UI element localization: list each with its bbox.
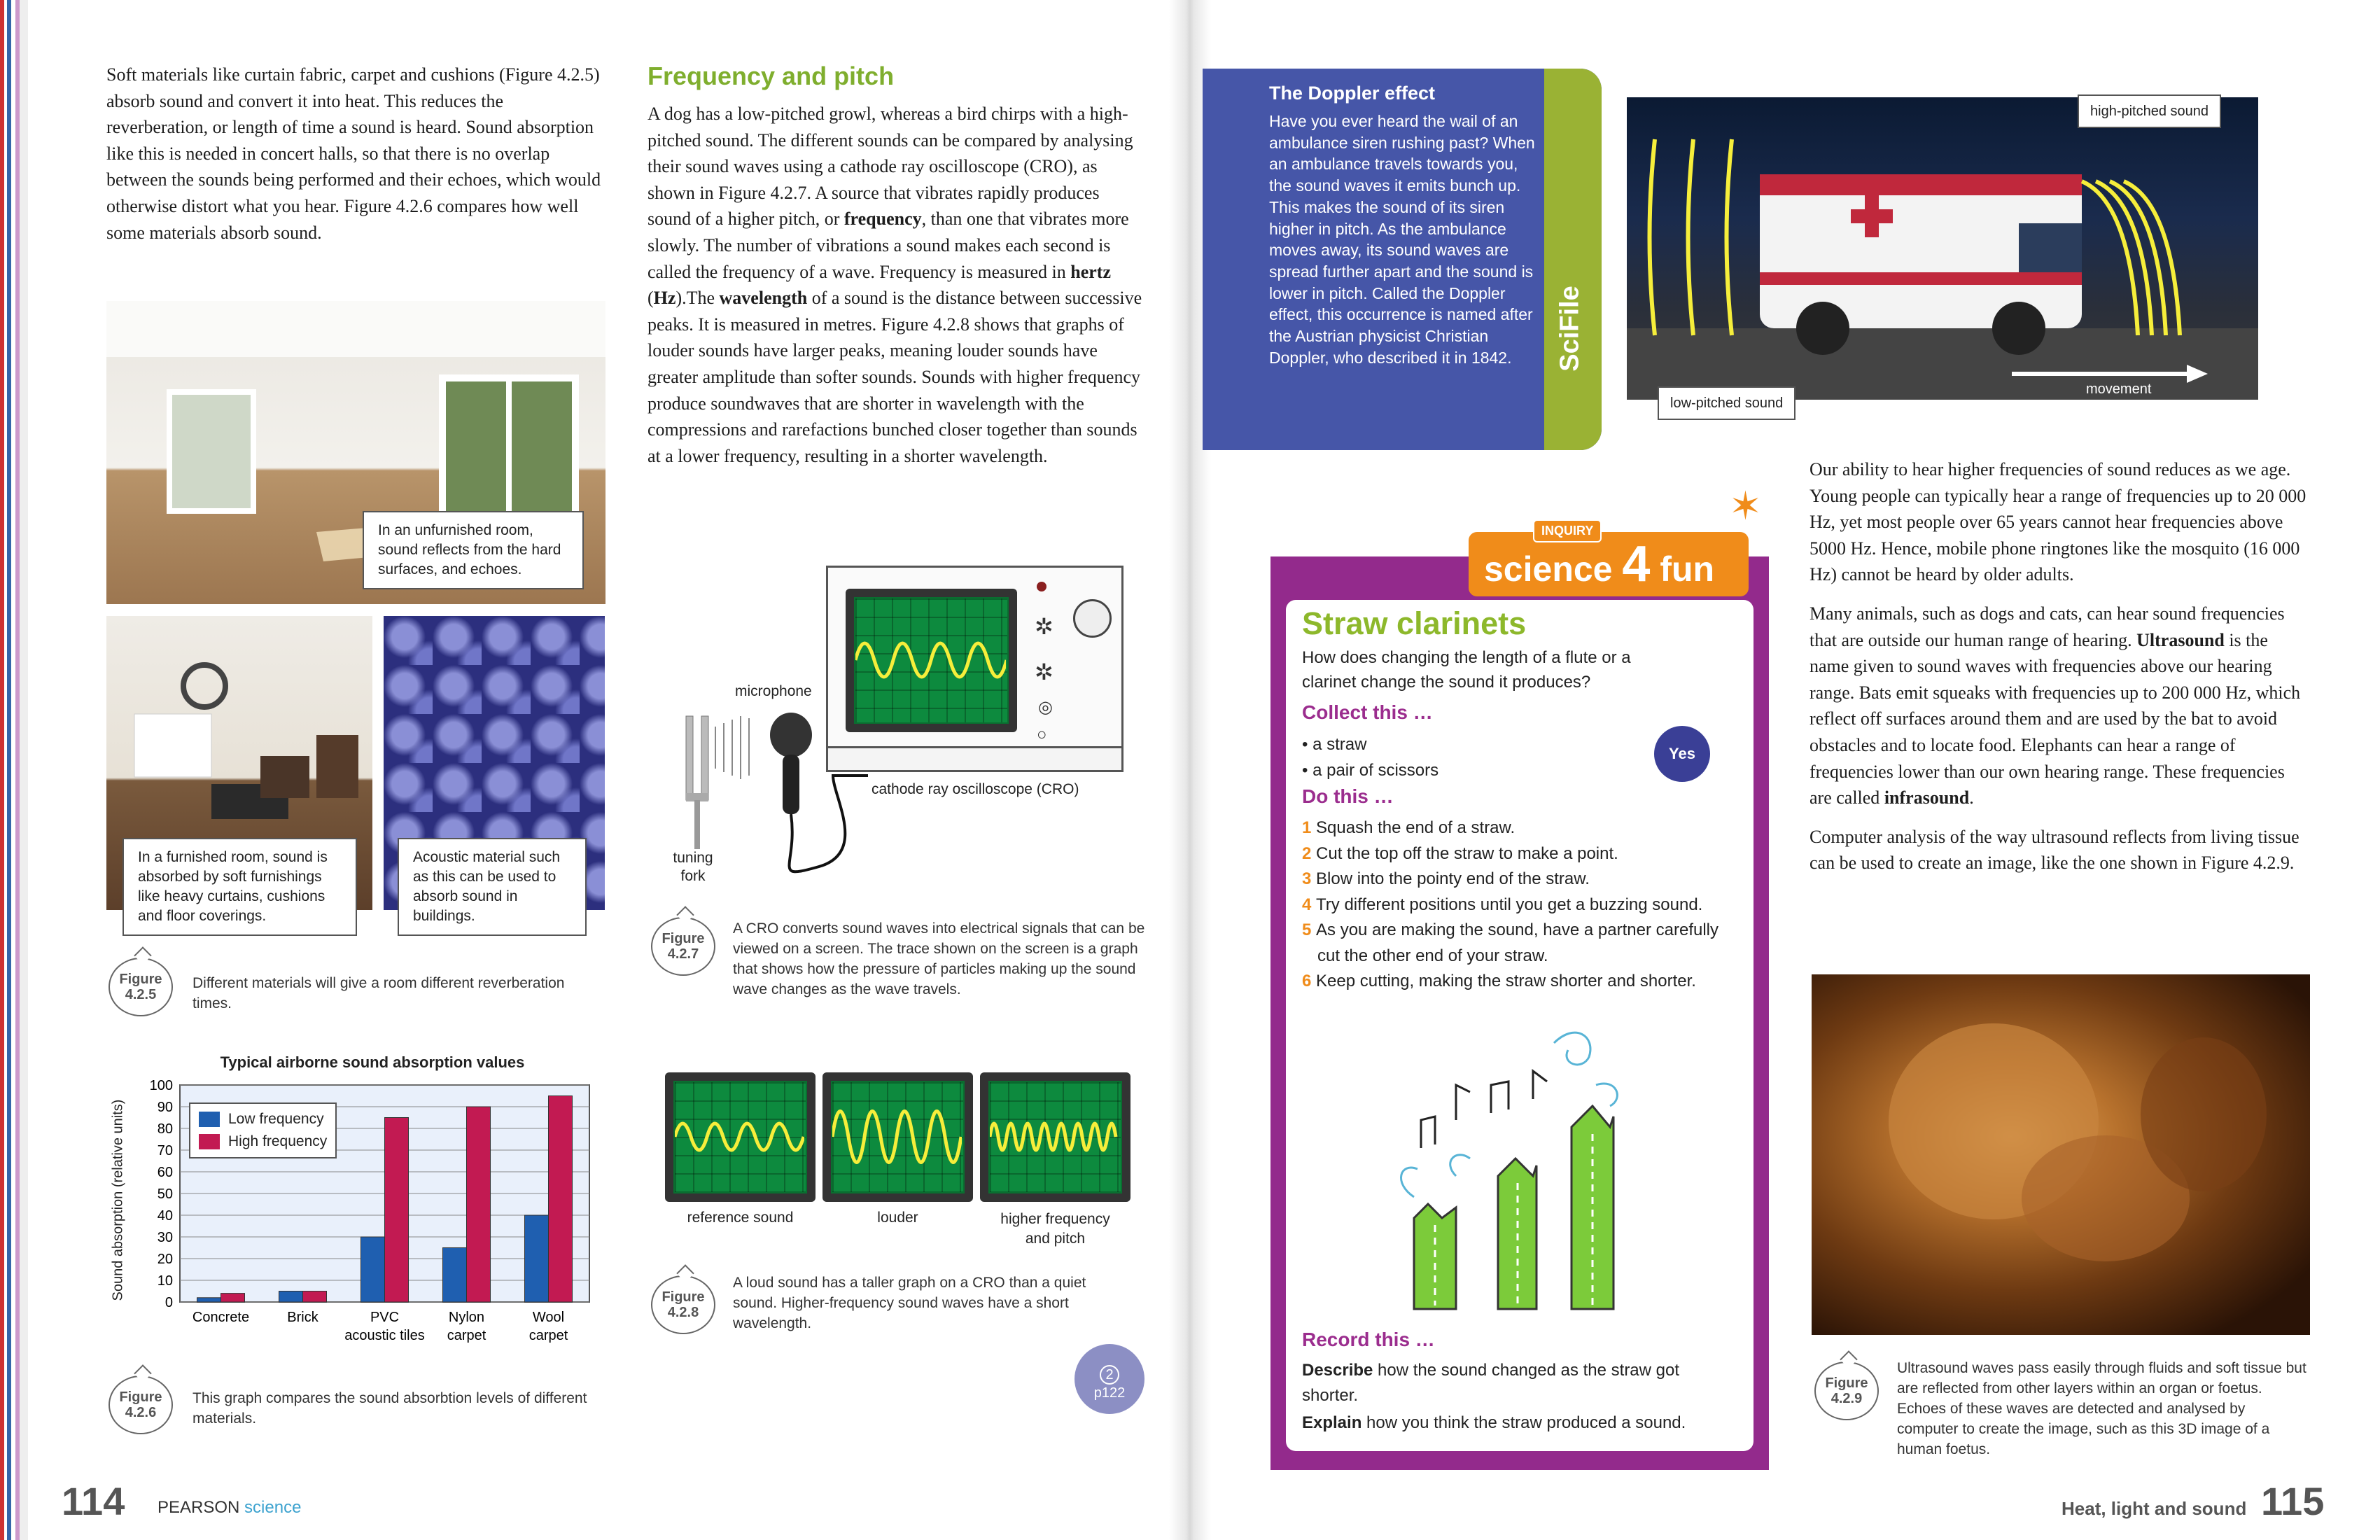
microphone-cable (790, 776, 869, 872)
hearing-paragraph-3: Computer analysis of the way ultrasound reflects from living tissue can be used to create an image, like the one shown in Figure 4.2.9. (1809, 826, 2300, 874)
cro-diagram (658, 566, 1148, 895)
x-tick-label: Brick (287, 1310, 318, 1325)
chart-plot (106, 1054, 596, 1354)
figure-word: Figure (119, 1390, 162, 1405)
footer-chapter-title: Heat, light and sound (2062, 1498, 2247, 1519)
y-tick-label: 50 (157, 1186, 173, 1202)
figure-caption-426: This graph compares the sound absorbtion levels of different materials. (192, 1390, 587, 1427)
x-tick-label: carpet (447, 1328, 486, 1343)
bar-low-frequency (361, 1237, 385, 1302)
figure-word: Figure (662, 1289, 705, 1305)
page-ref-number: 2 (1100, 1365, 1119, 1385)
ultrasound-foetus-photo (1812, 974, 2310, 1335)
cro-dial-1: ✲ (1035, 614, 1054, 639)
figure-word: Figure (119, 972, 162, 987)
page-ref-page: p122 (1093, 1385, 1126, 1401)
figure-badge-429 (1814, 1362, 1879, 1420)
bar-low-frequency (197, 1298, 221, 1302)
step-number: 4 (1302, 895, 1317, 914)
y-tick-label: 60 (157, 1165, 173, 1180)
y-tick-label: 100 (149, 1078, 173, 1093)
scifile-title: The Doppler effect (1269, 83, 1436, 104)
bar-high-frequency (385, 1118, 409, 1303)
page-ref-flask-icon[interactable] (1074, 1344, 1144, 1414)
figure-number: 4.2.7 (667, 946, 699, 962)
tuning-fork (686, 716, 708, 849)
x-tick-label: Wool (532, 1310, 565, 1325)
figure-caption-429: Ultrasound waves pass easily through fluids and soft tissue but are reflected from other layers within an organ or foetus. Echoes of these waves are detected and analysed by computer to create the image, such as this 3D image of a human foetus. (1897, 1360, 2306, 1457)
callout-acoustic: Acoustic material such as this can be used to absorb sound in buildings. (398, 838, 587, 936)
x-tick-label: carpet (528, 1328, 568, 1343)
scifile-box (1203, 69, 1602, 450)
callout-low-pitched: low-pitched sound (1658, 386, 1795, 420)
page-number-right: 115 (2261, 1479, 2325, 1523)
step-number: 6 (1302, 972, 1317, 990)
sound-lines (715, 716, 749, 779)
hearing-paragraph-2: Many animals, such as dogs and cats, can hear sound frequencies that are outside our human range of hearing. Ultrasound is the name given to sound waves with frequencies above our hearing range. Bats emit squeaks with frequencies up to 200 000 Hz, which reflect off surfaces around them and are used by the bat to avoid obstacles and to locate food. Elephants can hear a range of frequencies lower than our own hearing range. These frequencies are called infrasound. (1809, 603, 2301, 808)
s4f-fun: fun (1660, 550, 1715, 589)
chart-legend (189, 1102, 337, 1158)
brand-science: science (244, 1498, 302, 1517)
s4f-banner (1469, 532, 1749, 596)
collect-item-text: a pair of scissors (1312, 761, 1439, 780)
spark-icon: ✶ (1729, 484, 1762, 528)
step-item (1302, 969, 1736, 995)
y-tick-label: 0 (164, 1295, 173, 1310)
y-tick-label: 80 (157, 1121, 173, 1137)
step-text: As you are making the sound, have a partner carefully cut the other end of your straw. (1316, 920, 1719, 965)
figure-number: 4.2.5 (125, 987, 157, 1002)
legend-swatch-high (199, 1134, 220, 1149)
cro-dial-4: ○ (1037, 725, 1047, 744)
wave-screen-reference (665, 1072, 816, 1202)
legend-label-low: Low frequency (228, 1111, 324, 1127)
y-tick-label: 90 (157, 1100, 173, 1115)
collect-item-text: a straw (1312, 735, 1367, 754)
callout-furnished: In a furnished room, sound is absorbed by soft furnishings like heavy curtains, cushions and floor coverings. (122, 838, 357, 936)
movement-label: movement (2086, 382, 2152, 397)
figure-number: 4.2.8 (667, 1305, 699, 1320)
low-pitch-waves (1650, 139, 1732, 335)
straw-medium (1498, 1158, 1536, 1309)
step-item (1302, 867, 1736, 892)
x-tick-label: Concrete (192, 1310, 250, 1325)
bar-high-frequency (221, 1294, 245, 1302)
figure-number: 4.2.9 (1830, 1391, 1863, 1406)
figure-caption-425: Different materials will give a room different reverberation times. (192, 975, 565, 1011)
wave-label-louder: louder (877, 1210, 918, 1226)
legend-label-high: High frequency (228, 1133, 328, 1149)
step-number: 5 (1302, 920, 1317, 939)
step-text: Blow into the pointy end of the straw. (1316, 869, 1590, 888)
step-text: Cut the top off the straw to make a point. (1316, 844, 1618, 863)
legend-item-low (199, 1108, 327, 1130)
x-tick-label: PVC (370, 1310, 400, 1325)
bar-high-frequency (303, 1292, 327, 1303)
wave-screen-louder (822, 1072, 973, 1202)
left-edge-stripes (0, 0, 28, 1540)
chart-title: Typical airborne sound absorption values (220, 1054, 525, 1071)
activity-question: How does changing the length of a flute or a clarinet change the sound it produces? (1302, 648, 1631, 692)
record-describe (1302, 1358, 1736, 1408)
describe-label: Describe (1302, 1361, 1373, 1380)
yes-tag: Yes (1654, 726, 1710, 782)
step-text: Keep cutting, making the straw shorter and shorter. (1316, 972, 1696, 990)
step-number: 3 (1302, 869, 1317, 888)
describe-text: how the sound changed as the straw got shorter. (1302, 1361, 1680, 1405)
music-notes (1421, 1071, 1547, 1148)
activity-title: Straw clarinets (1302, 606, 1527, 641)
frequency-paragraph: A dog has a low-pitched growl, whereas a bird chirps with a high-pitched sound. The different sounds can be compared by analysing their sound waves using a cathode ray oscilloscope (CRO), as shown in Figure 4.2.7. A source that vibrates rapidly produces sound of a higher pitch, or frequency, than one that vibrates more slowly. The number of vibrations a sound makes each second is called the frequency of a wave. Frequency is measured in hertz (Hz).The wavelength of a sound is the distance between successive peaks. It is measured in metres. Figure 4.2.8 shows that graphs of louder sounds have larger peaks, meaning louder sounds have greater amplitude than softer sounds. Sounds with higher frequency produce soundwaves that are shorter in wavelength with the compressions and rarefactions bunched closer together than sounds at a lower frequency, resulting in a shorter wavelength. (648, 104, 1142, 466)
record-explain (1302, 1410, 1736, 1436)
steps-list (1302, 816, 1736, 995)
callout-high-pitched: high-pitched sound (2078, 94, 2221, 128)
page-number-left: 114 (62, 1479, 125, 1523)
bar-low-frequency (279, 1292, 303, 1303)
legend-swatch-low (199, 1112, 220, 1127)
record-heading: Record this … (1302, 1329, 1435, 1350)
explain-label: Explain (1302, 1413, 1362, 1432)
bar-low-frequency (443, 1248, 467, 1303)
cro-dial-2: ✲ (1035, 659, 1054, 685)
step-number: 2 (1302, 844, 1317, 863)
scifile-text: Have you ever heard the wail of an ambulance siren rushing past? When an ambulance travels towards you, the sound waves it emits bunch up. This makes the sound of its siren higher in pitch. As the ambulance moves away, its sound waves are spread further apart and the sound is lower in pitch. Called the Doppler effect, this occurrence is named after the Austrian physicist Christian Doppler, who described it in 1842. (1269, 112, 1535, 367)
brand-pearson: PEARSON (158, 1498, 240, 1517)
cro-dial-3: ◎ (1038, 698, 1053, 717)
figure-badge-428 (651, 1275, 715, 1334)
section-heading-frequency: Frequency and pitch (648, 62, 895, 90)
s4f-science: science (1484, 550, 1613, 589)
explain-text: how you think the straw produced a sound. (1362, 1413, 1686, 1432)
figure-badge-427 (651, 917, 715, 976)
inquiry-badge: INQUIRY (1533, 519, 1602, 542)
scifile-tab-label: SciFile (1555, 286, 1585, 372)
wave-screen-higher-frequency (980, 1072, 1130, 1202)
y-tick-label: 10 (157, 1273, 173, 1289)
intro-paragraph: Soft materials like curtain fabric, carpet and cushions (Figure 4.2.5) absorb sound and convert it into heat. This reduces the reverberation, or length of time a sound is heard. Sound absorption like this is needed in concert halls, so that there is no overlap between the sounds being performed and their echoes, which would otherwise distort what you hear. Figure 4.2.6 compares how well some materials absorb sound. (106, 64, 601, 243)
footer-brand (158, 1498, 301, 1518)
bar-high-frequency (467, 1107, 491, 1302)
step-item (1302, 816, 1736, 841)
y-tick-label: 30 (157, 1230, 173, 1245)
figure-caption-428: A loud sound has a taller graph on a CRO than a quiet sound. Higher-frequency sound waves have a short wavelength. (733, 1275, 1086, 1331)
collect-heading: Collect this … (1302, 701, 1433, 723)
s4f-number: 4 (1622, 536, 1651, 592)
figure-badge-425 (108, 958, 173, 1016)
collect-item: • a pair of scissors (1302, 761, 1439, 780)
step-item (1302, 841, 1736, 867)
step-text: Squash the end of a straw. (1316, 818, 1516, 837)
x-tick-label: Nylon (448, 1310, 485, 1325)
x-tick-label: acoustic tiles (344, 1328, 425, 1343)
collect-item: • a straw (1302, 735, 1367, 754)
hearing-column (1809, 456, 2310, 889)
straws-illustration (1386, 1015, 1680, 1316)
absorption-chart (106, 1054, 596, 1354)
y-tick-label: 20 (157, 1252, 173, 1267)
figure-caption-427: A CRO converts sound waves into electrical signals that can be viewed on a screen. The trace shown on the screen is a graph that shows how the pressure of particles making up the sound wave changes as the wave travels. (733, 920, 1145, 997)
collect-list (1302, 732, 1582, 783)
hearing-paragraph-1: Our ability to hear higher frequencies of sound reduces as we age. Young people can typically hear a range of frequencies up to 20 000 Hz, yet most people over 65 years cannot hear frequencies above 5000 Hz. Hence, mobile phone ringtones like the mosquito (16 000 Hz) cannot be heard by older adults. (1809, 459, 2306, 585)
figure-badge-426 (108, 1376, 173, 1434)
label-tuning-fork: tuning fork (673, 850, 713, 884)
ambulance-photo (1624, 94, 2261, 402)
do-heading: Do this … (1302, 785, 1394, 807)
bar-high-frequency (549, 1096, 573, 1303)
bar-low-frequency (525, 1215, 549, 1302)
step-item (1302, 892, 1736, 918)
y-tick-label: 70 (157, 1143, 173, 1158)
y-tick-label: 40 (157, 1208, 173, 1224)
label-microphone: microphone (735, 683, 812, 699)
figure-word: Figure (1825, 1376, 1868, 1391)
figure-word: Figure (662, 931, 705, 946)
chart-ylabel: Sound absorption (relative units) (110, 1099, 126, 1301)
step-text: Try different positions until you get a buzzing sound. (1316, 895, 1703, 914)
callout-unfurnished: In an unfurnished room, sound reflects from the hard surfaces, and echoes. (363, 511, 584, 589)
high-pitch-waves (2082, 181, 2180, 335)
straw-long (1572, 1106, 1614, 1309)
wave-label-reference: reference sound (687, 1210, 794, 1226)
microphone (770, 713, 812, 814)
label-cro: cathode ray oscilloscope (CRO) (872, 781, 1079, 797)
step-number: 1 (1302, 818, 1317, 837)
figure-number: 4.2.6 (125, 1405, 157, 1420)
step-item (1302, 918, 1736, 969)
legend-item-high (199, 1130, 327, 1153)
wave-label-higher: higher frequency and pitch (1000, 1211, 1110, 1247)
ambulance-vehicle (1760, 174, 2082, 355)
straw-short (1414, 1204, 1456, 1309)
